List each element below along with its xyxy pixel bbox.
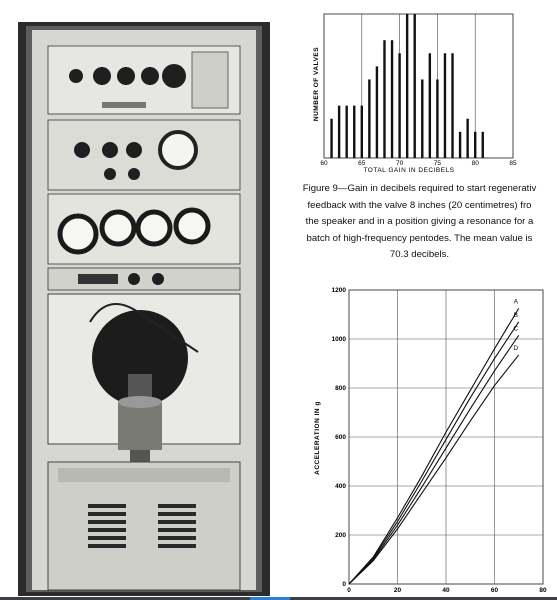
- caption-line: Figure 9—Gain in decibels required to start regenerativ: [302, 183, 537, 194]
- histogram-bar: [459, 132, 461, 158]
- histogram-bar: [451, 53, 453, 158]
- histogram-bar: [474, 132, 476, 158]
- series-label: A: [513, 298, 518, 306]
- acceleration-y-tick-label: 200: [335, 532, 346, 539]
- histogram-bar: [444, 53, 446, 158]
- acceleration-y-tick-label: 600: [335, 434, 346, 441]
- acceleration-y-axis-label: ACCELERATION IN g: [314, 401, 321, 475]
- acceleration-grid: [349, 290, 543, 584]
- histogram-x-axis-label: TOTAL GAIN IN DECIBELS: [363, 167, 455, 174]
- histogram-x-ticks: [320, 160, 517, 167]
- histogram-x-tick-label: 70: [395, 160, 404, 167]
- histogram-bar: [406, 14, 408, 158]
- series-label: B: [513, 311, 518, 319]
- histogram-x-tick-label: 80: [471, 160, 479, 167]
- histogram-bar: [436, 79, 438, 158]
- histogram-grid: [324, 14, 513, 158]
- caption-line: feedback with the valve 8 inches (20 centimetres) fro: [307, 199, 532, 211]
- histogram-y-axis-label: NUMBER OF VALVES: [313, 46, 320, 122]
- histogram-x-tick-label: 75: [433, 160, 442, 167]
- acceleration-x-tick-label: 20: [393, 587, 402, 594]
- acceleration-y-tick-label: 0: [342, 581, 346, 588]
- histogram-bars: [330, 14, 484, 158]
- figure-9-caption: [282, 181, 557, 264]
- acceleration-x-tick-label: 40: [442, 587, 450, 594]
- acceleration-series-line: [349, 355, 519, 584]
- histogram-bar: [345, 106, 347, 158]
- series-label: C: [513, 325, 519, 333]
- histogram-bar: [421, 79, 423, 158]
- histogram-bar: [330, 119, 332, 158]
- acceleration-y-tick-label: 800: [335, 385, 346, 392]
- series-label: D: [513, 344, 519, 352]
- acceleration-series-line: [349, 308, 519, 584]
- histogram-x-tick-label: 60: [320, 160, 328, 167]
- histogram-bar: [466, 119, 468, 158]
- histogram-bar: [338, 106, 340, 158]
- histogram-bar: [376, 66, 378, 158]
- caption-line: 70.3 decibels.: [389, 249, 450, 260]
- histogram-bar: [361, 106, 363, 158]
- histogram-bar: [429, 53, 431, 158]
- gain-histogram-chart: [290, 0, 557, 180]
- acceleration-x-tick-label: 0: [347, 587, 351, 594]
- acceleration-y-tick-label: 1200: [331, 287, 346, 294]
- acceleration-ticks: [332, 287, 547, 594]
- acceleration-x-tick-label: 60: [490, 587, 499, 594]
- histogram-bar: [368, 79, 370, 158]
- histogram-x-tick-label: 65: [358, 160, 366, 167]
- acceleration-series: [349, 298, 519, 584]
- histogram-bar: [482, 132, 484, 158]
- histogram-x-tick-label: 85: [509, 160, 517, 167]
- histogram-bar: [398, 53, 400, 158]
- histogram-bar: [353, 106, 355, 158]
- histogram-bar: [414, 14, 416, 158]
- acceleration-series-line: [349, 322, 519, 584]
- equipment-rack-photo: [18, 22, 270, 596]
- acceleration-line-chart: [305, 280, 557, 600]
- histogram-bar: [383, 40, 385, 158]
- histogram-bar: [391, 40, 393, 158]
- acceleration-y-tick-label: 1000: [331, 336, 346, 343]
- caption-line: the speaker and in a position giving a resonance for a: [305, 216, 534, 227]
- histogram-frame: [324, 14, 513, 158]
- acceleration-x-tick-label: 80: [539, 587, 547, 594]
- acceleration-y-tick-label: 400: [335, 483, 346, 490]
- caption-line: batch of high-frequency pentodes. The mean value is: [306, 232, 533, 244]
